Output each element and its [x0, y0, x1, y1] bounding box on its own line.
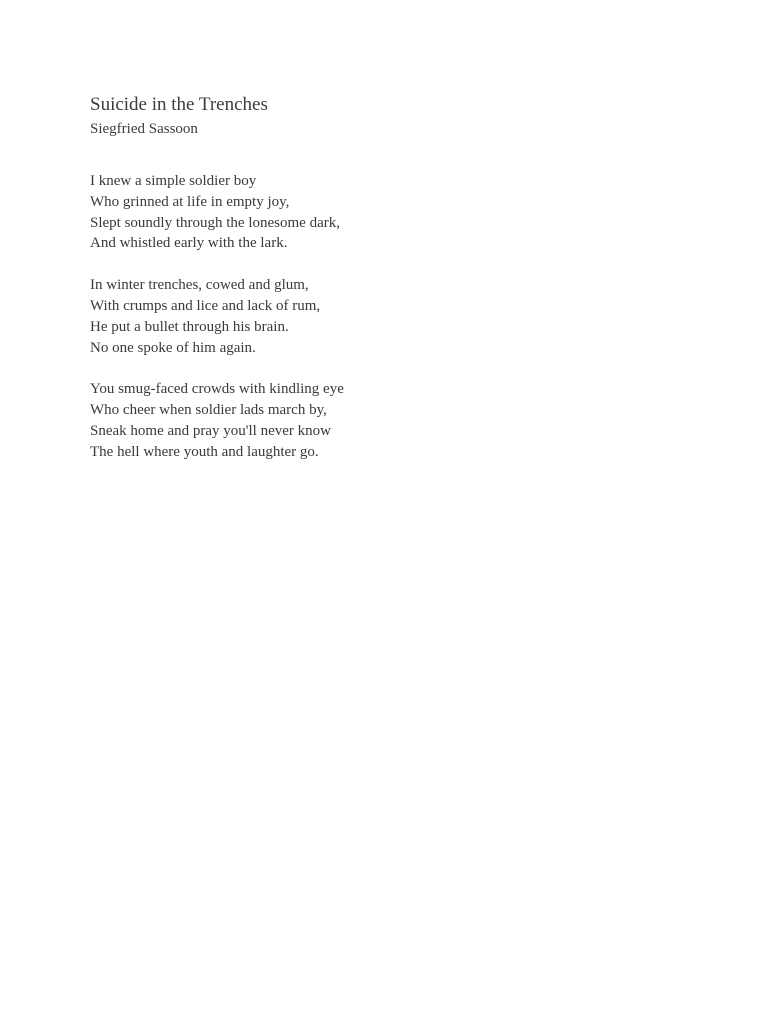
- poem-title: Suicide in the Trenches: [90, 94, 268, 115]
- poem-author: Siegfried Sassoon: [90, 121, 198, 137]
- poem-line: With crumps and lice and lack of rum,: [90, 297, 321, 314]
- poem-line: In winter trenches, cowed and glum,: [90, 277, 309, 294]
- poem-line: I knew a simple soldier boy: [90, 173, 257, 189]
- poem-body: [90, 171, 344, 484]
- poem-line: He put a bullet through his brain.: [90, 318, 289, 335]
- stanza-1: [90, 171, 344, 254]
- poem-line: Who cheer when soldier lads march by,: [90, 402, 327, 419]
- poem-line: Who grinned at life in empty joy,: [90, 193, 290, 210]
- poem-line: Slept soundly through the lonesome dark,: [90, 214, 340, 231]
- stanza-2: [90, 275, 344, 358]
- poem-line: Sneak home and pray you'll never know: [90, 422, 331, 439]
- poem-line: And whistled early with the lark.: [90, 235, 288, 252]
- stanza-3: [90, 379, 344, 462]
- poem-line: The hell where youth and laughter go.: [90, 443, 319, 460]
- poem-line: No one spoke of him again.: [90, 339, 256, 356]
- poem-line: You smug-faced crowds with kindling eye: [90, 381, 344, 398]
